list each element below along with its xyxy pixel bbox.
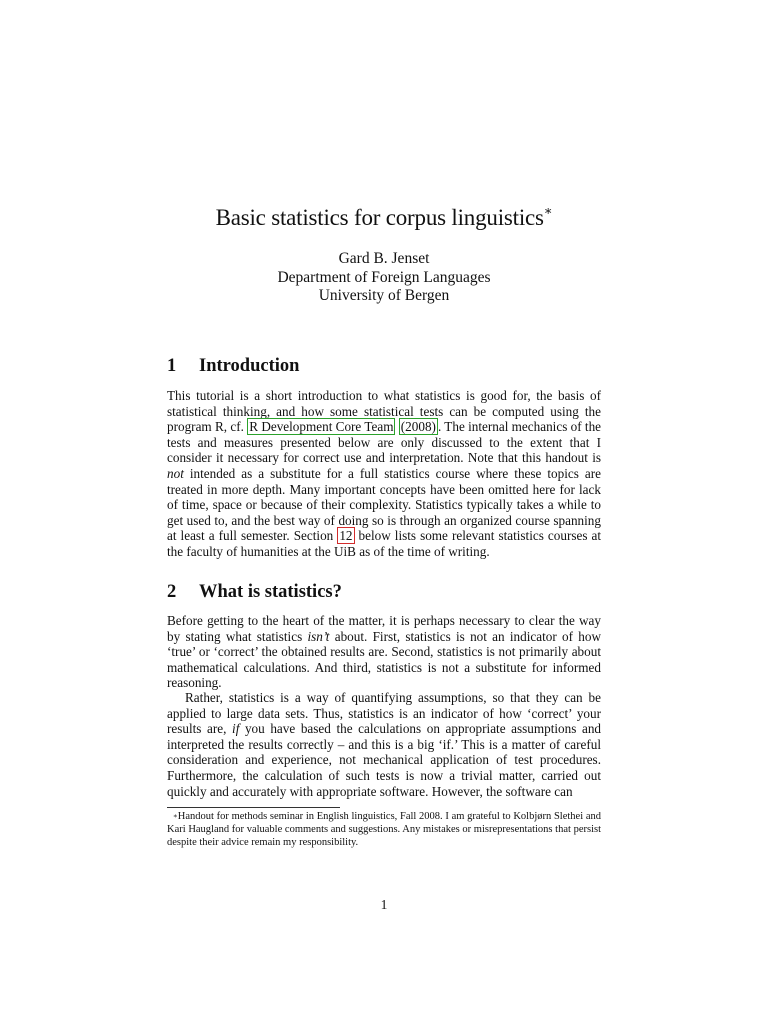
introduction-paragraph bbox=[167, 388, 601, 560]
section-title: Introduction bbox=[199, 356, 300, 376]
author-name: Gard B. Jenset bbox=[338, 250, 430, 267]
statistics-paragraph-2 bbox=[167, 690, 601, 799]
paragraph-text: you have based the calculations on appropriate assumptions and interpreted the results correctly – and this is a big ‘if.’ This is a matter of careful consideration and experience, not mechanical application of test procedures. Furthermore, the calculation of such tests is now a trivial matter, carried out quickly and accurately with appropriate software. However, the software can bbox=[167, 721, 602, 799]
paragraph-text: intended as a substitute for a full statistics course where these topics are treated in more depth. Many important concepts have been omitted here for lack of time, space or because of their complexity. Statistics typically takes a while to get used to, and the best way of doing so is through an organized course spanning at least a full semester. Section bbox=[167, 465, 601, 544]
section-heading-introduction bbox=[167, 356, 299, 377]
author-university: University of Bergen bbox=[318, 287, 450, 304]
paragraph-text: about. First, statistics is not an indicator of how ‘true’ or ‘correct’ the obtained results are. Second, statistics is not primarily about mathematical calculations. And third, statistics is not a substitute for informed reasoning. bbox=[167, 628, 601, 691]
statistics-paragraph-1 bbox=[167, 613, 601, 691]
paragraph-text: This tutorial is a short introduction to what statistics is good for, the basis of statistical thinking, and how some statistical tests can be computed using the program R, cf. bbox=[167, 388, 601, 435]
section-heading-what-is-statistics bbox=[167, 582, 342, 603]
paragraph-text: Rather, statistics is a way of quantifying assumptions, so that they can be applied to large data sets. Thus, statistics is an indicator of how ‘correct’ your results are, bbox=[167, 690, 601, 737]
section-reference-number[interactable]: 12 bbox=[339, 528, 353, 544]
footnote-marker: ∗ bbox=[173, 812, 178, 820]
footnote-divider bbox=[167, 807, 340, 808]
section-reference-link[interactable] bbox=[337, 527, 354, 544]
footnote-text: Handout for methods seminar in English linguistics, Fall 2008. I am grateful to Kolbjørn Slethei and Kari Haugland for valuable comments and suggestions. Any mistakes or misrepresentations that persist despite their advice remain my responsibility. bbox=[167, 811, 601, 848]
section-title: What is statistics? bbox=[199, 582, 342, 602]
paper-title bbox=[0, 205, 768, 231]
emphasis-text: not bbox=[167, 465, 184, 481]
title-text: Basic statistics for corpus linguistics bbox=[215, 205, 544, 230]
paragraph-text: below lists some relevant statistics courses at the faculty of humanities at the UiB as of the time of writing. bbox=[167, 528, 601, 559]
author-department: Department of Foreign Languages bbox=[277, 269, 491, 286]
page-number: 1 bbox=[380, 897, 388, 912]
title-footnote-marker[interactable]: ∗ bbox=[543, 203, 553, 218]
emphasis-text: isn’t bbox=[307, 628, 330, 644]
citation-link[interactable] bbox=[247, 418, 395, 435]
citation-year[interactable]: (2008) bbox=[400, 419, 436, 435]
paragraph-text: Before getting to the heart of the matter, it is perhaps necessary to clear the way by stating what statistics bbox=[167, 613, 601, 644]
footnote bbox=[167, 810, 601, 849]
section-number: 1 bbox=[167, 356, 177, 376]
citation-author[interactable]: R Development Core Team bbox=[249, 419, 394, 435]
emphasis-text: if bbox=[232, 721, 240, 737]
paragraph-text: . The internal mechanics of the tests and measures presented below are only discussed to the extent that I consider it necessary for correct use and interpretation. Note that this handout is bbox=[167, 419, 602, 466]
citation-year-link[interactable] bbox=[399, 418, 438, 435]
section-number: 2 bbox=[167, 582, 177, 602]
